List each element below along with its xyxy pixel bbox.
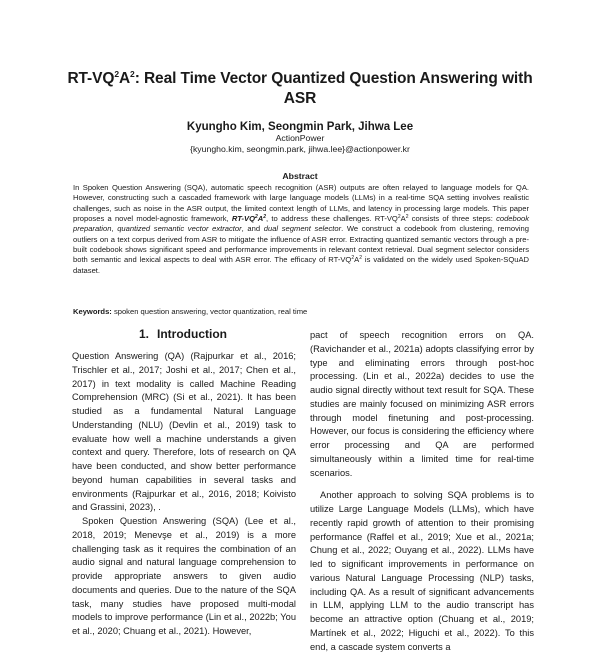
abstract-text: . We construct a codebook from clustering, removing outliers on a text corpus derived from ASR to mitigate the influence of ASR error. Extracting quantized semantic vectors through a pre-built codebook shows significant speed and performance improvements in relevant context retrieval. Dual segment selector considers both semantic and lexical aspects to deal with ASR error. The efficacy of RT-VQ: [73, 224, 529, 265]
title-superscript: 2: [114, 69, 119, 79]
abstract-text: , to address these challenges. RT-VQ: [266, 214, 398, 224]
paragraph: Question Answering (QA) (Rajpurkar et al., 2016; Trischler et al., 2017; Joshi et al., 2017; Chen et al., 2017) in text modality is called Machine Reading Comprehension (MRC) (Si et al., 2021). It has been studied as a fundamental Natural Language Understanding (NLU) (Devlin et al., 2019) task to evaluate how well a machine understands a given context and query. Therefore, lots of research on QA have been conducted, and show better performance beyond human capabilities in several tasks and environments (Rajpurkar et al., 2016, 2018; Koivisto and Grassini, 2023), .: [72, 351, 296, 513]
abstract-body: [73, 183, 529, 276]
abstract-superscript: 2: [397, 214, 401, 221]
abstract-text: A: [354, 255, 360, 265]
abstract-superscript: 2: [263, 214, 267, 221]
paragraph: Another approach to solving SQA problems is to utilize Large Language Models (LLMs), which have recently rapid growth of attention to their promising performance (Raffel et al., 2019; Xue et al., 2021a; Chung et al., 2022; Ouyang et al., 2022). LLMs have led to significant improvements in performance on various Natural Language Processing (NLP) tasks, including QA. As a result of significant advancements in LLM, applying LLM to the audio transcript has become an attractive option (Chuang et al., 2019; Martínek et al., 2022; Higuchi et al., 2022). To this end, a cascade system converts a: [310, 490, 534, 652]
section-heading-introduction: [72, 326, 294, 342]
paper-title: [60, 69, 540, 108]
left-column: [72, 350, 296, 639]
paragraph: Spoken Question Answering (SQA) (Lee et al., 2018, 2019; Menevşe et al., 2019) is a more challenging task as it requires the combination of an audio signal and natural language comprehension to provide appropriate answers to given audio documents and queries. Due to the nature of the SQA task, many studies have proposed multi-modal models to improve performance (Lin et al., 2022b; You et al., 2020; Chuang et al., 2021). However,: [72, 516, 296, 636]
abstract-text: ,: [111, 224, 118, 234]
abstract-text: A: [400, 214, 406, 224]
author-emails: {kyungho.kim, seongmin.park, jihwa.lee}@actionpower.kr: [190, 144, 410, 154]
section-number: 1.: [139, 327, 150, 341]
title-text: : Real Time Vector Quantized Question Answering with: [134, 70, 533, 87]
abstract-heading: Abstract: [282, 171, 318, 181]
title-text: ASR: [283, 89, 317, 107]
framework-name: [232, 214, 266, 223]
abstract-superscript: 2: [359, 255, 362, 262]
authors: Kyungho Kim, Seongmin Park, Jihwa Lee: [186, 121, 414, 133]
abstract-text: RT-VQ: [231, 214, 255, 224]
section-title: Introduction: [157, 327, 227, 341]
abstract-superscript: 2: [405, 214, 409, 221]
keywords-label: Keywords:: [73, 307, 112, 316]
step-name: quantized semantic vector extractor: [117, 224, 242, 234]
abstract-text: A: [257, 214, 264, 224]
abstract-text: In Spoken Question Answering (SQA), automatic speech recognition (ASR) outputs are often relayed to language models for QA. However, constructing such a cascaded framework with large language models (LLMs) in a real-time SQA setting involves realistic challenges, such as noise in the ASR output, the limited context length of LLMs, and latency in processing large models. This paper proposes a novel model-agnostic framework,: [73, 183, 529, 224]
keywords: [73, 307, 529, 317]
keywords-text: spoken question answering, vector quantization, real time: [111, 307, 308, 316]
abstract-text: is validated on the widely used Spoken-SQuAD dataset.: [73, 255, 529, 275]
abstract-text: , and: [241, 224, 264, 234]
title-text: A: [118, 70, 131, 87]
title-superscript: 2: [130, 69, 135, 79]
abstract-superscript: 2: [351, 255, 355, 262]
abstract-superscript: 2: [255, 214, 258, 221]
right-column: [310, 329, 534, 654]
affiliation: ActionPower: [275, 133, 325, 143]
title-text: RT-VQ: [67, 70, 115, 87]
step-name: dual segment selector: [263, 224, 342, 234]
abstract-text: consists of three steps:: [408, 214, 497, 224]
step-name: codebook preparation: [73, 214, 529, 234]
paragraph: pact of speech recognition errors on QA. (Ravichander et al., 2021a) adopts classifying error by type and eliminating errors through post-hoc processing. (Lin et al., 2022a) decides to use the audio signal directly without text result for SQA. These studies are mainly focused on minimizing ASR errors through model finetuning and post-processing. However, our focus is considering the efficiency where error processing and QA are performed simultaneously within a limited time for real-time scenarios.: [310, 330, 534, 478]
